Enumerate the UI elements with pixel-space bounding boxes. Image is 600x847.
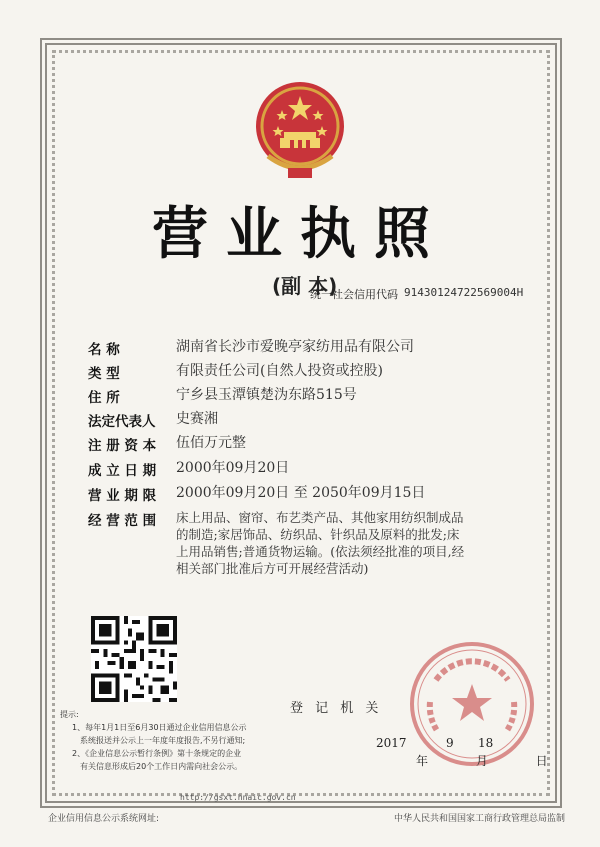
- notice-block: [60, 708, 310, 773]
- registration-day: 18: [478, 736, 494, 750]
- field-label: 注 册 资 本: [88, 438, 157, 454]
- date-unit-labels: 年 月 日: [416, 754, 570, 768]
- field-value: 史赛湘: [176, 411, 218, 427]
- notice-line: 系统报送并公示上一年度年度报告,不另行通知;: [80, 736, 246, 745]
- field-label: 经 营 范 围: [88, 513, 157, 529]
- field-label: 成 立 日 期: [88, 463, 157, 479]
- qr-code-icon: [91, 616, 177, 702]
- credit-code-label: 统一社会信用代码: [310, 288, 398, 301]
- official-seal-icon: [408, 640, 536, 768]
- field-label: 名 称: [88, 342, 120, 358]
- license-title: 营业执照: [152, 202, 448, 267]
- field-label: 法定代表人: [88, 414, 156, 430]
- field-value: 湖南省长沙市爱晚亭家纺用品有限公司: [176, 339, 414, 355]
- field-value: 有限责任公司(自然人投资或控股): [176, 363, 383, 379]
- field-label: 营 业 期 限: [88, 488, 157, 504]
- field-value: 宁乡县玉潭镇楚沩东路515号: [176, 387, 357, 403]
- footer-right: 中华人民共和国国家工商行政管理总局监制: [394, 814, 566, 824]
- notice-line: 2、《企业信息公示暂行条例》第十条规定的企业: [72, 749, 242, 758]
- field-value: 伍佰万元整: [176, 435, 246, 451]
- notice-line: 1、每年1月1日至6月30日通过企业信用信息公示: [72, 723, 247, 732]
- notice-heading: 提示:: [60, 710, 79, 719]
- field-value: 2000年09月20日: [176, 460, 290, 476]
- copy-label: (副 本): [272, 274, 338, 298]
- registration-month: 9: [446, 736, 454, 750]
- national-emblem-icon: [254, 76, 346, 186]
- field-value: 2000年09月20日 至 2050年09月15日: [176, 485, 426, 501]
- field-value: 床上用品、窗帘、布艺类产品、其他家用纺织制成品的制造;家居饰品、纺织品、针织品及原料的批发;床上用品销售;普通货物运输。(依法须经批准的项目,经相关部门批准后方可开展经营活动): [176, 510, 465, 576]
- registration-year: 2017: [376, 736, 407, 750]
- registration-authority-label: 登 记 机 关: [290, 701, 383, 716]
- field-label: 住 所: [88, 390, 120, 406]
- footer-url: http://gsxt.hnaic.gov.cn: [180, 793, 296, 802]
- credit-code-value: 91430124722569004H: [404, 286, 524, 299]
- notice-line: 有关信息形成后20个工作日内需向社会公示。: [80, 762, 243, 771]
- footer-left: 企业信用信息公示系统网址:: [48, 814, 160, 824]
- field-label: 类 型: [88, 366, 120, 382]
